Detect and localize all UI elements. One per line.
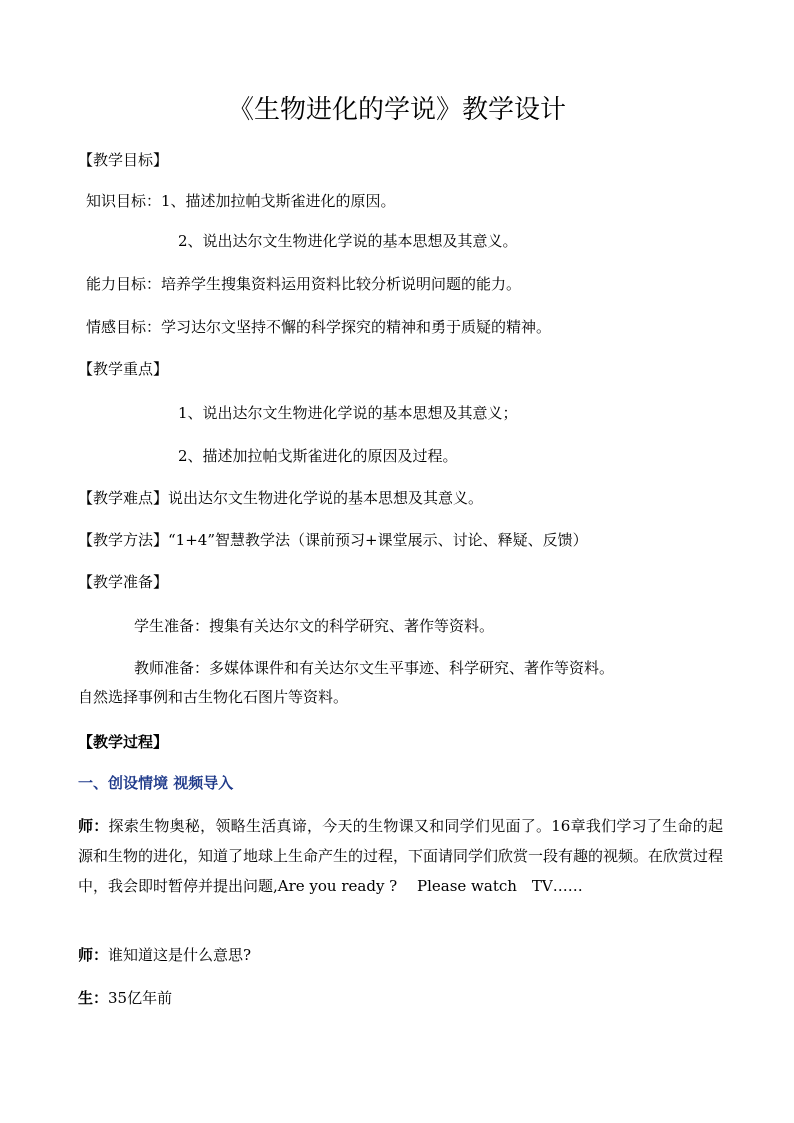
teacher-speech-1: 探索生物奥秘，领略生活真谛，今天的生物课又和同学们见面了。16章我们学习了生命的起源和生物的进化，知道了地球上生命产生的过程，下面请同学们欣赏一段有趣的视频。在欣赏过程中，我会即时暂停并提出问题,Are you ready ? Please watch TV…… [78, 817, 724, 895]
keypoint-2: 2、描述加拉帕戈斯雀进化的原因及过程。 [178, 447, 458, 465]
process-heading: 【教学过程】 [78, 733, 169, 751]
teacher-paragraph-1 [78, 811, 723, 901]
method-label: 【教学方法】 [78, 531, 169, 549]
document-title: 《生物进化的学说》教学设计 [227, 95, 566, 125]
teacher-label: 师： [78, 817, 109, 835]
keypoints-heading: 【教学重点】 [78, 360, 169, 378]
section-heading-1: 一、创设情境 视频导入 [78, 774, 234, 792]
method-text: “1+4”智慧教学法（课前预习+课堂展示、讨论、释疑、反馈） [168, 531, 588, 549]
teacher-paragraph-2 [78, 944, 728, 966]
knowledge-objective-1: 知识目标：1、描述加拉帕戈斯雀进化的原因。 [86, 192, 396, 210]
ability-objective: 能力目标：培养学生搜集资料运用资料比较分析说明问题的能力。 [86, 275, 522, 293]
student-speech: 35亿年前 [108, 989, 173, 1007]
method-line [78, 529, 728, 551]
difficulty-text: 说出达尔文生物进化学说的基本思想及其意义。 [168, 489, 484, 507]
keypoint-1: 1、说出达尔文生物进化学说的基本思想及其意义； [178, 404, 518, 422]
difficulty-label: 【教学难点】 [78, 489, 169, 507]
emotion-objective: 情感目标：学习达尔文坚持不懈的科学探究的精神和勇于质疑的精神。 [86, 318, 552, 336]
prep-heading: 【教学准备】 [78, 573, 169, 591]
objectives-heading: 【教学目标】 [78, 151, 169, 169]
teacher-speech-2: 谁知道这是什么意思? [108, 946, 252, 964]
teacher-label: 师： [78, 946, 109, 964]
teacher-prep-line-2: 自然选择事例和古生物化石图片等资料。 [78, 688, 349, 706]
student-paragraph [78, 987, 728, 1009]
teacher-prep-line-1: 教师准备：多媒体课件和有关达尔文生平事迹、科学研究、著作等资料。 [134, 659, 615, 677]
knowledge-objective-2: 2、说出达尔文生物进化学说的基本思想及其意义。 [178, 232, 518, 250]
student-label: 生： [78, 989, 109, 1007]
difficulty-line [78, 487, 728, 509]
student-prep: 学生准备：搜集有关达尔文的科学研究、著作等资料。 [134, 617, 495, 635]
